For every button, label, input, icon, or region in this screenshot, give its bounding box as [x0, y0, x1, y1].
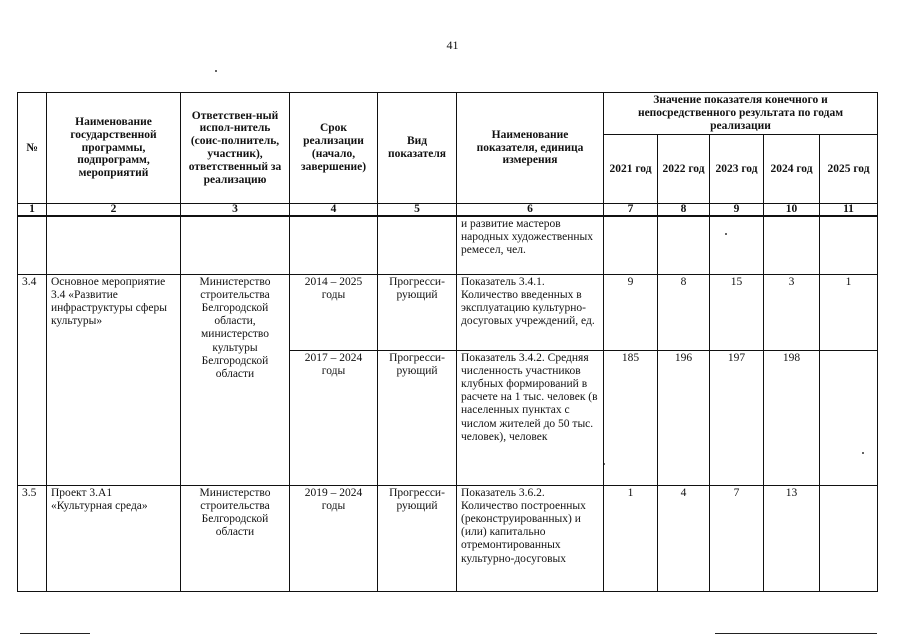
- row-value-2025: [820, 350, 878, 485]
- column-numbers-row: [18, 204, 878, 217]
- row-value-2022: 196: [658, 350, 710, 485]
- header-year-2024: 2024 год: [764, 135, 820, 204]
- row-name: Проект 3.А1 «Культурная среда»: [47, 485, 181, 591]
- header-term: Срок реализации (начало, завершение): [290, 93, 378, 204]
- row-value-2022: [658, 216, 710, 274]
- scan-speck: [215, 70, 217, 72]
- row-indicator: Показатель 3.4.2. Средняя численность участников клубных формирований в расчете на 1 тыс. человек (в населенных пунктах с числом жителей до 50 тыс. человек), человек: [457, 350, 604, 485]
- row-no: 3.5: [18, 485, 47, 591]
- row-responsible: [181, 216, 290, 274]
- indicators-table: [17, 92, 878, 592]
- column-number: 7: [604, 204, 658, 217]
- header-no: №: [18, 93, 47, 204]
- row-kind: Прогресси-рующий: [378, 350, 457, 485]
- table-row: [18, 485, 878, 591]
- row-no: [18, 216, 47, 274]
- column-number: 4: [290, 204, 378, 217]
- row-indicator: Показатель 3.6.2. Количество построенных (реконструированных) и (или) капитально отремонтированных культурно-досуговых: [457, 485, 604, 591]
- column-number: 6: [457, 204, 604, 217]
- table-row: [18, 216, 878, 274]
- row-value-2025: 1: [820, 274, 878, 350]
- column-number: 11: [820, 204, 878, 217]
- row-name: [47, 216, 181, 274]
- row-value-2024: [764, 216, 820, 274]
- row-value-2024: 13: [764, 485, 820, 591]
- header-kind: Вид показателя: [378, 93, 457, 204]
- header-indicator: Наименование показателя, единица измерения: [457, 93, 604, 204]
- column-number: 8: [658, 204, 710, 217]
- row-no: 3.4: [18, 274, 47, 485]
- row-responsible: Министерство строительства Белгородской области, министерство культуры Белгородской области: [181, 274, 290, 485]
- column-number: 5: [378, 204, 457, 217]
- row-responsible: Министерство строительства Белгородской области: [181, 485, 290, 591]
- header-year-2023: 2023 год: [710, 135, 764, 204]
- header-year-2025: 2025 год: [820, 135, 878, 204]
- header-responsible: Ответствен-ный испол-нитель (соис-полнитель, участник), ответственный за реализацию: [181, 93, 290, 204]
- column-number: 2: [47, 204, 181, 217]
- row-value-2024: 3: [764, 274, 820, 350]
- row-value-2023: 15: [710, 274, 764, 350]
- row-value-2021: [604, 216, 658, 274]
- header-year-2021: 2021 год: [604, 135, 658, 204]
- row-value-2022: 8: [658, 274, 710, 350]
- header-name: Наименование государственной программы, подпрограмм, мероприятий: [47, 93, 181, 204]
- row-value-2025: [820, 216, 878, 274]
- row-term: [290, 216, 378, 274]
- column-number: 10: [764, 204, 820, 217]
- header-values-group: Значение показателя конечного и непосредственного результата по годам реализации: [604, 93, 878, 135]
- column-number: 1: [18, 204, 47, 217]
- row-value-2024: 198: [764, 350, 820, 485]
- row-value-2023: 197: [710, 350, 764, 485]
- row-value-2022: 4: [658, 485, 710, 591]
- row-value-2025: [820, 485, 878, 591]
- row-kind: Прогресси-рующий: [378, 274, 457, 350]
- bottom-rule-right: [715, 633, 877, 634]
- page-number: 41: [446, 38, 459, 52]
- row-indicator: Показатель 3.4.1. Количество введенных в эксплуатацию культурно-досуговых учреждений, ед.: [457, 274, 604, 350]
- row-name: Основное мероприятие 3.4 «Развитие инфраструктуры сферы культуры»: [47, 274, 181, 485]
- row-term: 2019 – 2024 годы: [290, 485, 378, 591]
- column-number: 9: [710, 204, 764, 217]
- row-value-2021: 9: [604, 274, 658, 350]
- row-term: 2014 – 2025 годы: [290, 274, 378, 350]
- row-kind: Прогресси-рующий: [378, 485, 457, 591]
- row-term: 2017 – 2024 годы: [290, 350, 378, 485]
- table-row: [18, 274, 878, 350]
- row-kind: [378, 216, 457, 274]
- row-value-2023: 7: [710, 485, 764, 591]
- column-number: 3: [181, 204, 290, 217]
- bottom-rule-left: [20, 633, 90, 634]
- row-indicator: и развитие мастеров народных художественных ремесел, чел.: [457, 216, 604, 274]
- row-value-2023: [710, 216, 764, 274]
- row-value-2021: 185: [604, 350, 658, 485]
- row-value-2021: 1: [604, 485, 658, 591]
- header-year-2022: 2022 год: [658, 135, 710, 204]
